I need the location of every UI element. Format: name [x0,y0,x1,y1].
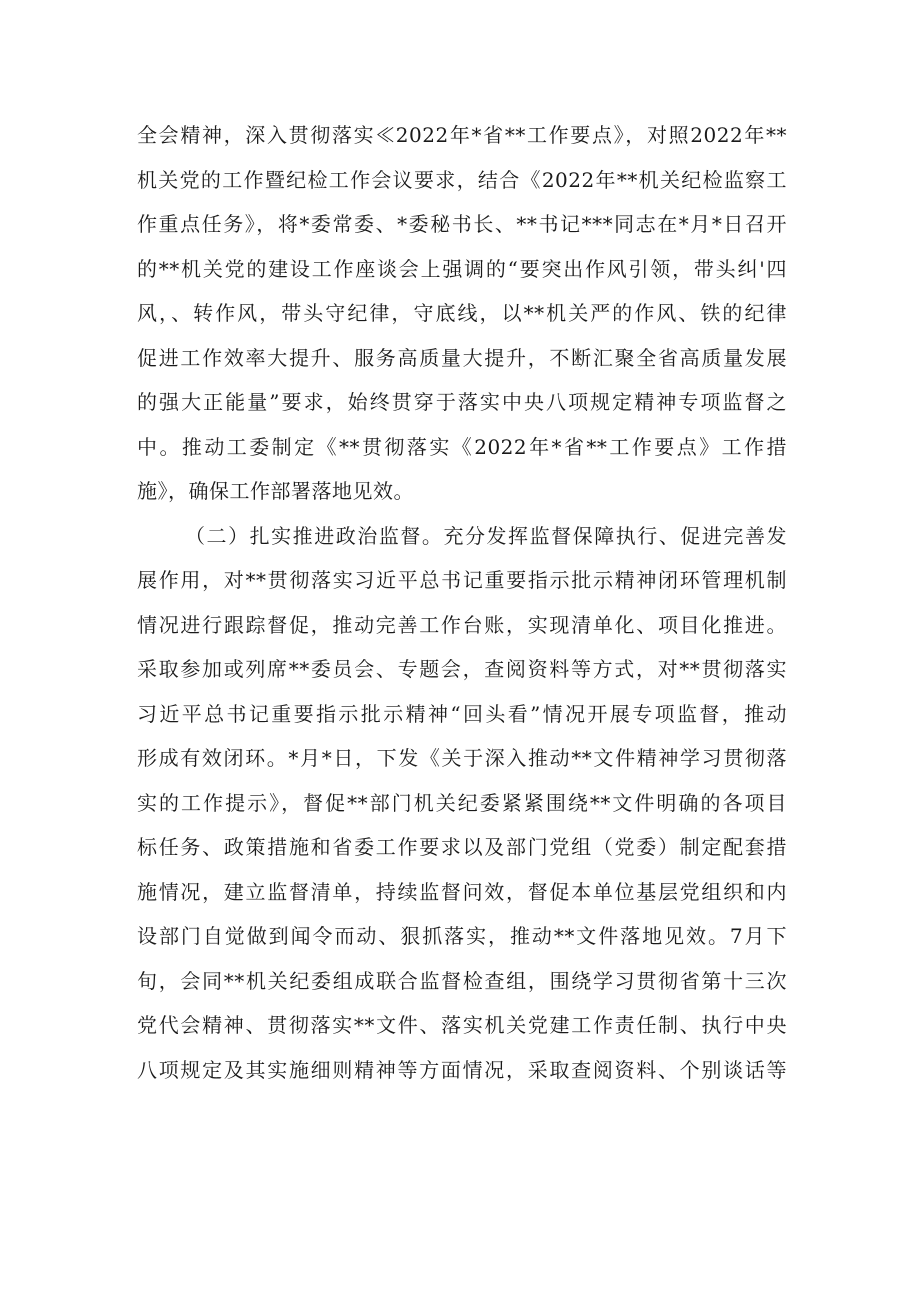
text-line: 情况进行跟踪督促，推动完善工作台账，实现清单化、项目化推进。 [137,613,787,637]
text-line: 的强大正能量”要求，始终贯穿于落实中央八项规定精神专项监督之 [137,390,787,414]
text-line: 的**机关党的建设工作座谈会上强调的“要突出作风引领，带头纠'四 [137,257,787,281]
text-line: 展作用，对**贯彻落实习近平总书记重要指示批示精神闭环管理机制 [137,568,787,592]
text-line: 党代会精神、贯彻落实**文件、落实机关党建工作责任制、执行中央 [137,1013,787,1037]
text-line: 中。推动工委制定《**贯彻落实《2022年*省**工作要点》工作措 [137,435,787,459]
text-line: 习近平总书记重要指示批示精神“回头看”情况开展专项监督，推动 [137,702,787,726]
text-line: 施情况，建立监督清单，持续监督问效，督促本单位基层党组织和内 [137,880,787,904]
text-line: 标任务、政策措施和省委工作要求以及部门党组（党委）制定配套措 [137,835,787,859]
text-line: 设部门自觉做到闻令而动、狠抓落实，推动**文件落地见效。7月下 [137,924,787,948]
text-line: 采取参加或列席**委员会、专题会，查阅资料等方式，对**贯彻落实 [137,657,787,681]
text-line: 施》，确保工作部署落地见效。 [137,479,414,503]
section-heading-line: （二）扎实推进政治监督。充分发挥监督保障执行、促进完善发 [185,524,787,548]
text-line: 全会精神，深入贯彻落实≪2022年*省**工作要点》，对照2022年** [137,123,787,147]
text-line: 形成有效闭环。*月*日，下发《关于深入推动**文件精神学习贯彻落 [137,746,787,770]
text-line: 旬，会同**机关纪委组成联合监督检查组，围绕学习贯彻省第十三次 [137,969,787,993]
text-line: 八项规定及其实施细则精神等方面情况，采取查阅资料、个别谈话等 [137,1058,787,1082]
text-line: 机关党的工作暨纪检工作会议要求，结合《2022年**机关纪检监察工 [137,168,787,192]
text-line: 促进工作效率大提升、服务高质量大提升，不断汇聚全省高质量发展 [137,346,787,370]
text-line: 实的工作提示》，督促**部门机关纪委紧紧围绕**文件明确的各项目 [137,791,787,815]
text-line: 作重点任务》，将*委常委、*委秘书长、**书记***同志在*月*日召开 [137,212,787,236]
text-line: 风，、转作风，带头守纪律，守底线，以**机关严的作风、铁的纪律 [137,301,787,325]
